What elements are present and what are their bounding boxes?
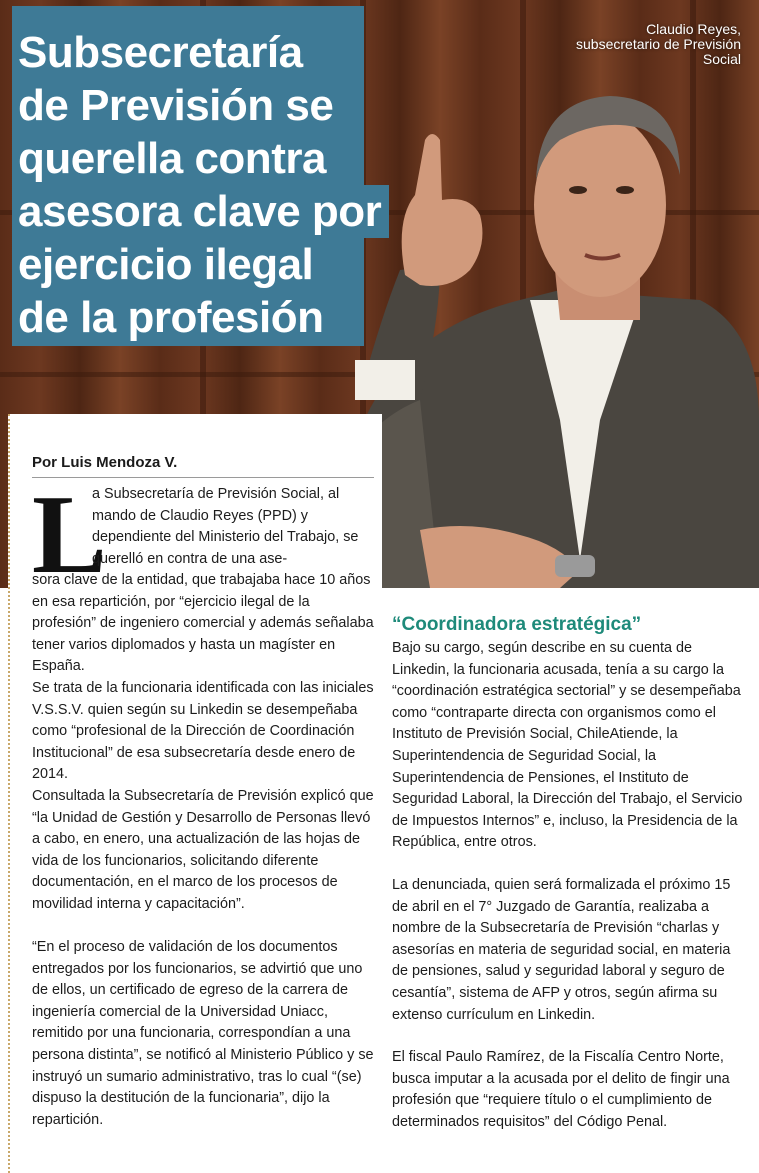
headline-line: ejercicio ilegal: [18, 238, 321, 291]
headline-line: de Previsión se: [18, 79, 341, 132]
headline-line: de la profesión: [18, 291, 331, 344]
paragraph: Consultada la Subsecretaría de Previsión explicó que “la Unidad de Gestión y Desarrollo de Personas llevó a cabo, en enero, una actualización de las hojas de vida de los funcionarios, solicitando diferente documentación, en el marco de los procesos de movilidad interna y capacitación”.: [32, 788, 374, 912]
headline-line: asesora clave por: [18, 185, 389, 238]
right-column: [382, 588, 759, 1173]
drop-cap: L: [32, 473, 107, 597]
byline: Por Luis Mendoza V.: [32, 454, 374, 478]
paragraph: “En el proceso de validación de los documentos entregados por los funcionarios, se advirtió que uno de ellos, un certificado de egreso de la carrera de ingeniería comercial de la Universidad Uniacc, remitido por una funcionaria, correspondían a una persona distinta”, se notificó al Ministerio Público y se instruyó un sumario administrativo, tras lo cual “(se) dispuso la destitución de la funcionaria”, dijo la repartición.: [32, 939, 374, 1128]
paragraph-intro: a Subsecretaría de Previsión Social, al mando de Claudio Reyes (PPD) y dependiente del Ministerio del Trabajo, se querelló en contra de una ase-: [92, 486, 359, 567]
photo-caption: Claudio Reyes, subsecretario de Previsión Social: [576, 21, 741, 67]
headline: [18, 26, 438, 344]
section-subhead: “Coordinadora estratégica”: [392, 614, 642, 635]
paragraph: Bajo su cargo, según describe en su cuenta de Linkedin, la funcionaria acusada, tenía a su cargo la “coordinación estratégica sectorial” y se desempeñaba como “contraparte directa con organismos como el Instituto de Previsión Social, ChileAtiende, la Superintendencia de Seguridad Social, la Superintendencia de Pensiones, el Instituto de Seguridad Laboral, la Dirección del Trabajo, el Servicio de Impuestos Internos” e, incluso, la Presidencia de la República, entre otros.: [392, 640, 743, 851]
left-column: [8, 414, 382, 1173]
paragraph: Se trata de la funcionaria identificada con las iniciales V.S.S.V. quien según su Linkedin se desempeñaba como “profesional de la Dirección de Coordinación Institucional” de esa subsecretaría desde enero de 2014.: [32, 680, 374, 783]
headline-line: Subsecretaría: [18, 26, 311, 79]
paragraph-intro-continued: sora clave de la entidad, que trabajaba hace 10 años en esa repartición, por “ejercicio ilegal de la profesión” de ingeniero comercial y además señalaba tener varios diplomados y hasta un magíster en España.: [32, 572, 374, 675]
paragraph: El fiscal Paulo Ramírez, de la Fiscalía Centro Norte, busca imputar a la acusada por el delito de fingir una profesión que “requiere título o el cumplimiento de determinados requisitos” del Código Penal.: [392, 1049, 730, 1130]
headline-line: querella contra: [18, 132, 334, 185]
paragraph: La denunciada, quien será formalizada el próximo 15 de abril en el 7° Juzgado de Garantía, realizaba a nombre de la Subsecretaría de Previsión “charlas y asesorías en materia de seguridad social, en materia de pensiones, salud y seguridad laboral y seguro de cesantía”, sistema de AFP y otros, según afirma su extenso currículum en Linkedin.: [392, 877, 731, 1023]
